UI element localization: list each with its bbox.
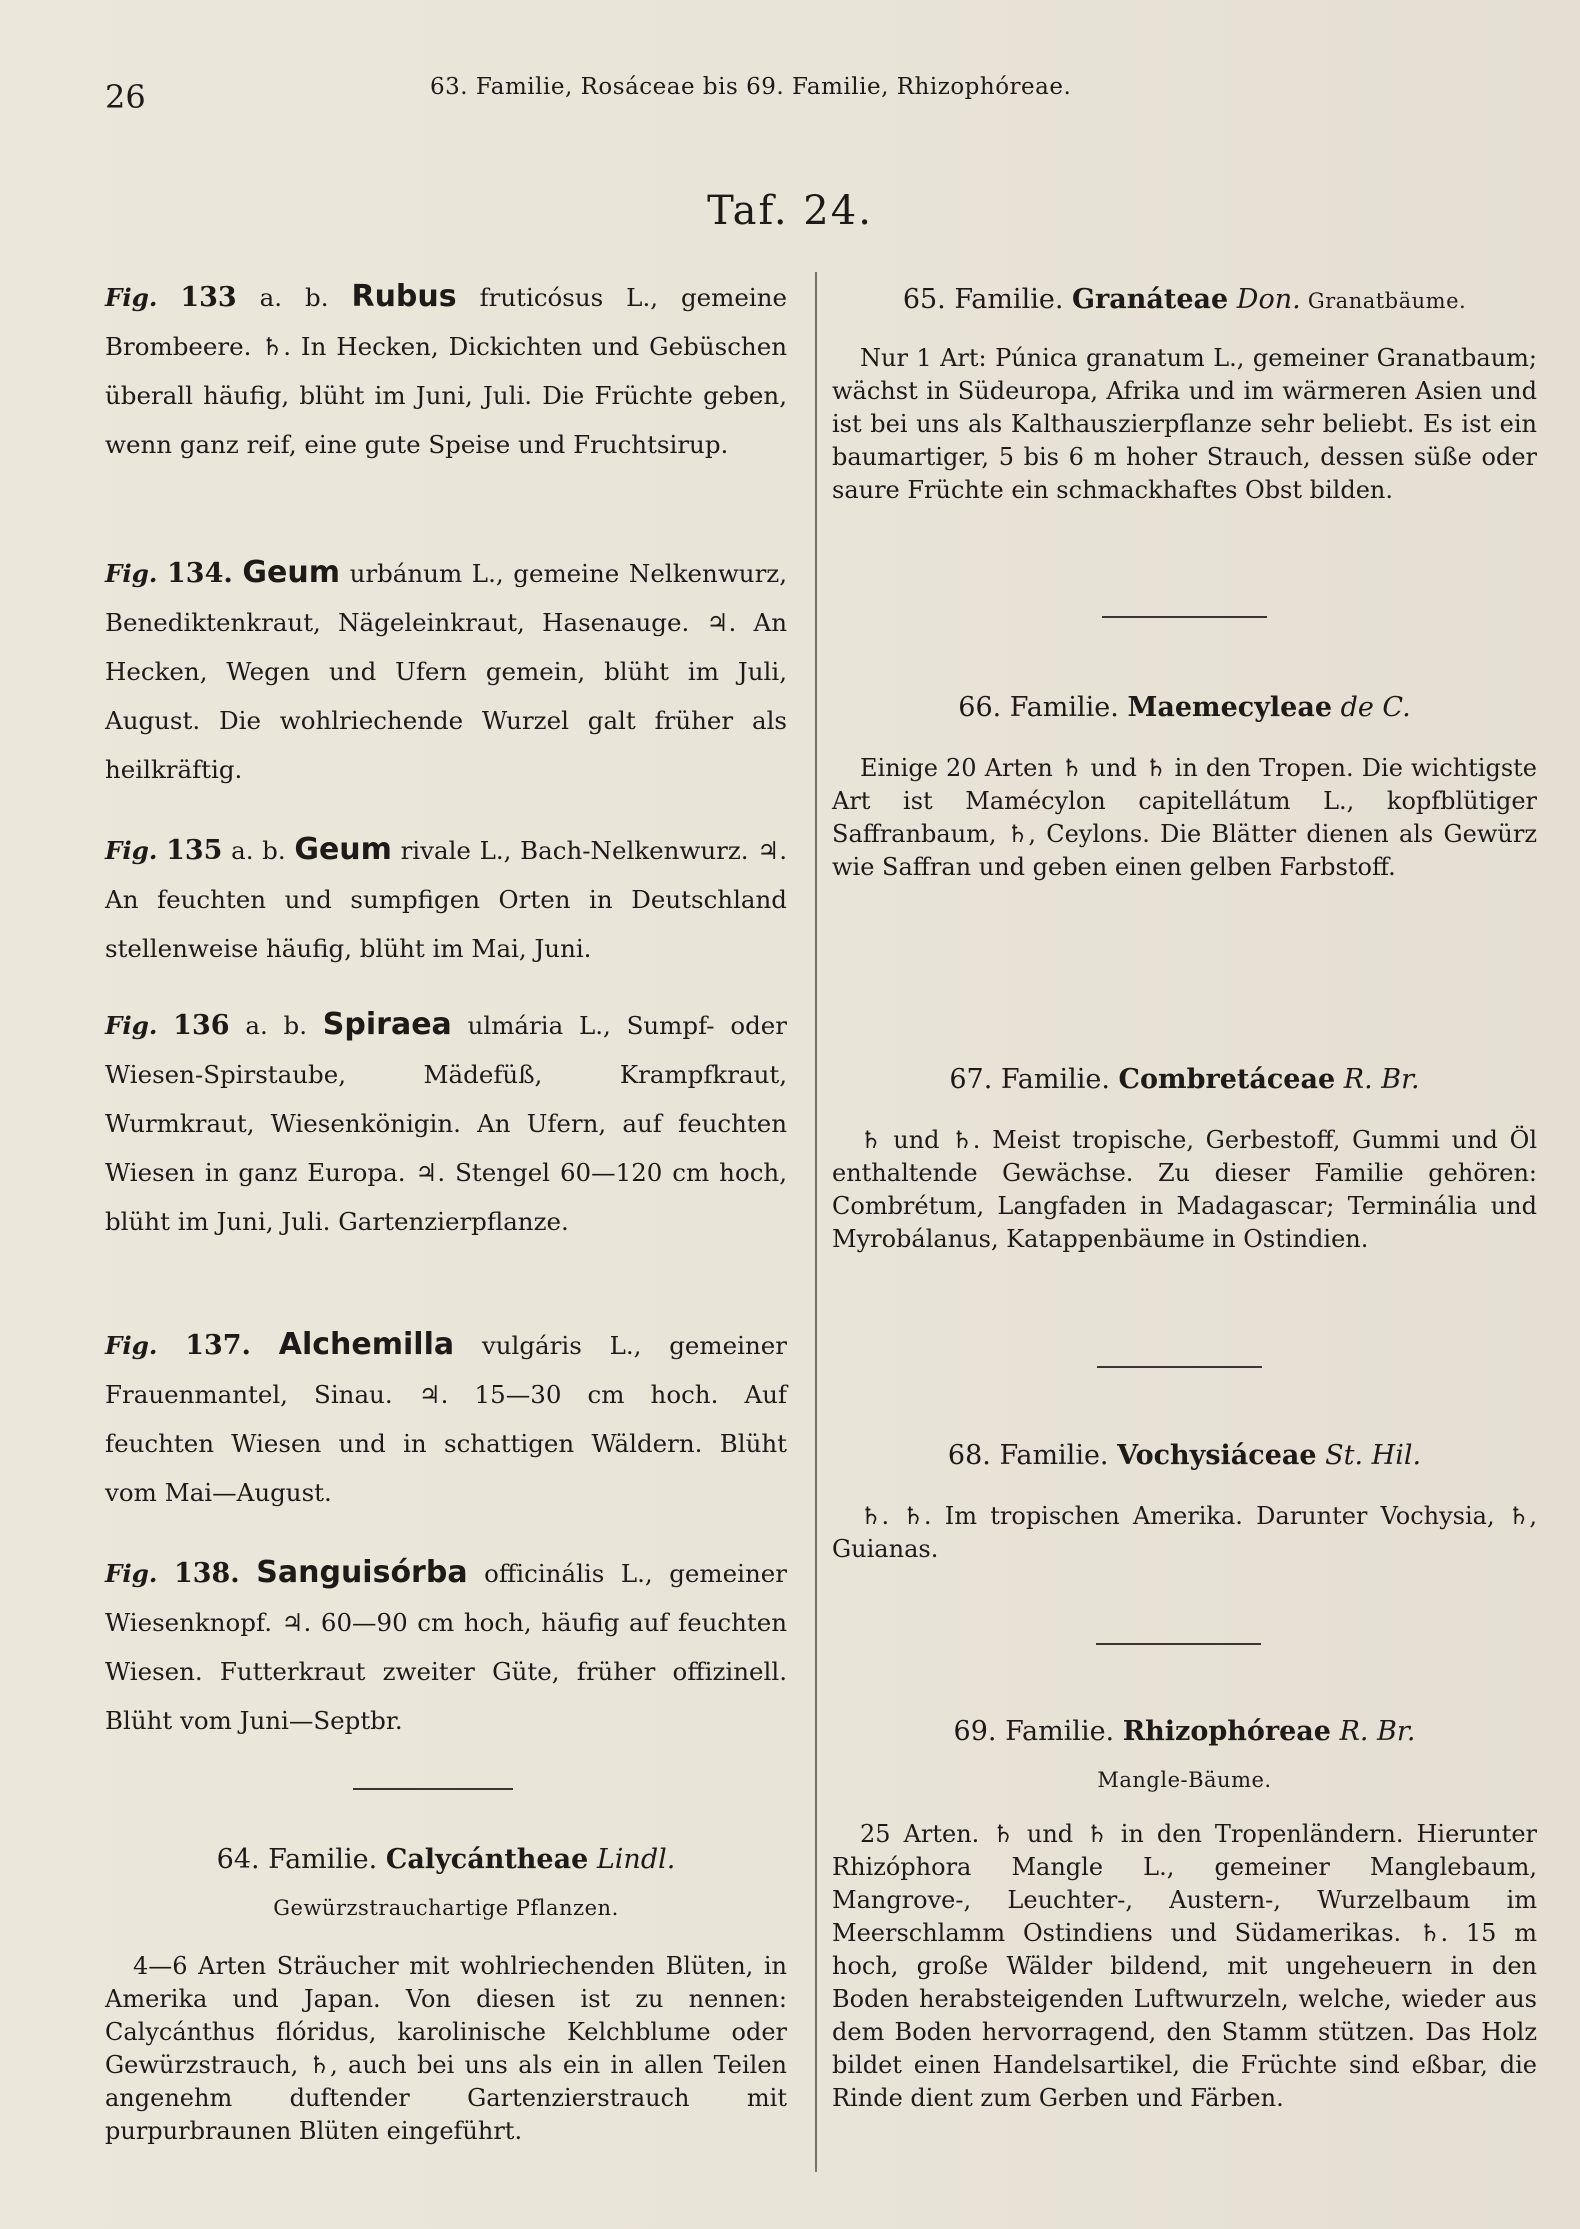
fig-subfigures: a. b. <box>229 1011 323 1040</box>
family-number: 69. Familie. <box>953 1716 1123 1747</box>
family-68-heading <box>832 1436 1537 1476</box>
figure-entry-134 <box>105 548 787 794</box>
fig-subfigures: a. b. <box>222 836 295 865</box>
entry-text: urbánum L., gemeine Nelkenwurz, Benediktenkraut, Nägeleinkraut, Hasenauge. ♃. An Hecken, Wegen und Ufern gemein, blüht im Juli, August. Die wohlriechende Wurzel galt früher als heilkräftig. <box>105 559 787 784</box>
family-67-text: ♄ und ♄. Meist tropische, Gerbestoff, Gummi und Öl enthaltende Gewächse. Zu dieser Familie gehören: Combrétum, Langfaden in Madagascar; Terminália und Myrobálanus, Katappenbäume in Ostindien. <box>832 1126 1537 1253</box>
family-65-text: Nur 1 Art: Púnica granatum L., gemeiner Granatbaum; wächst in Südeuropa, Afrika und im wärmeren Asien und ist bei uns als Kalthauszierpflanze sehr beliebt. Es ist ein baumartiger, 5 bis 6 m hoher Strauch, dessen süße oder saure Früchte ein schmackhaftes Obst bilden. <box>832 344 1537 504</box>
fig-number: 135 <box>166 835 223 866</box>
fig-label: Fig. <box>105 836 158 865</box>
figure-entry-137 <box>105 1320 787 1517</box>
entry-text: ulmária L., Sumpf- oder Wiesen-Spirstaube, Mädefüß, Krampfkraut, Wurmkraut, Wiesenkönigin. An Ufern, auf feuchten Wiesen in ganz Europa. ♃. Stengel 60—120 cm hoch, blüht im Juni, Juli. Gartenzierpflanze. <box>105 1011 788 1236</box>
entry-text: fruticósus L., gemeine Brombeere. ♄. In Hecken, Dickichten und Gebüschen überall häufig, blüht im Juni, Juli. Die Früchte geben, wenn ganz reif, eine gute Speise und Fruchtsirup. <box>105 283 788 459</box>
family-number: 66. Familie. <box>958 692 1128 723</box>
family-67-heading <box>832 1060 1537 1100</box>
entry-text: officinális L., gemeiner Wiesenknopf. ♃. 60—90 cm hoch, häufig auf feuchten Wiesen. Futterkraut zweiter Güte, früher offizinell. Blüht vom Juni—Septbr. <box>105 1559 787 1735</box>
fig-label: Fig. <box>105 283 158 312</box>
family-64-heading <box>105 1840 787 1928</box>
genus-name: Geum <box>294 832 392 867</box>
family-subtitle: Mangle-Bäume. <box>1097 1768 1272 1792</box>
section-rule <box>1102 616 1267 618</box>
family-author: Lindl. <box>588 1844 676 1875</box>
section-rule <box>1096 1643 1261 1645</box>
family-author: R. Br. <box>1335 1064 1420 1095</box>
family-author: de C. <box>1332 692 1411 723</box>
left-column <box>105 0 787 2229</box>
genus-name: Spiraea <box>322 1007 452 1042</box>
fig-label: Fig. <box>105 1331 158 1360</box>
genus-name: Rubus <box>351 279 457 314</box>
fig-label: Fig. <box>105 1559 158 1588</box>
family-name: Granáteae <box>1071 284 1229 315</box>
family-68-text: ♄. ♄. Im tropischen Amerika. Darunter Vochysia, ♄, Guianas. <box>832 1502 1537 1563</box>
entry-text: rivale L., Bach-Nelkenwurz. ♃. An feuchten und sumpfigen Orten in Deutschland stellenweise häufig, blüht im Mai, Juni. <box>105 836 787 963</box>
section-rule <box>1097 1366 1262 1368</box>
plate-title: Taf. 24. <box>707 188 873 234</box>
family-69-text: 25 Arten. ♄ und ♄ in den Tropenländern. Hierunter Rhizóphora Mangle L., gemeiner Manglebaum, Mangrove-, Leuchter-, Austern-, Wurzelbaum im Meerschlamm Ostindiens und Südamerikas. ♄. 15 m hoch, große Wälder bildend, mit ungeheuern in den Boden herabsteigenden Luftwurzeln, welche, wieder aus dem Boden hervorragend, den Stamm stützen. Das Holz bildet einen Handelsartikel, die Früchte sind eßbar, die Rinde dient zum Gerben und Färben. <box>832 1820 1537 2112</box>
family-number: 65. Familie. <box>902 284 1072 315</box>
right-column <box>832 0 1537 2229</box>
running-head: 63. Familie, Rosáceae bis 69. Familie, Rhizophóreae. <box>430 74 1072 100</box>
entry-text: vulgáris L., gemeiner Frauenmantel, Sinau. ♃. 15—30 cm hoch. Auf feuchten Wiesen und in schattigen Wäldern. Blüht vom Mai—August. <box>105 1331 787 1507</box>
family-number: 64. Familie. <box>216 1844 386 1875</box>
family-64-text: 4—6 Arten Sträucher mit wohlriechenden Blüten, in Amerika und Japan. Von diesen ist zu nennen: Calycánthus flóridus, karolinische Kelchblume oder Gewürzstrauch, ♄, auch bei uns als ein in allen Teilen angenehm duftender Gartenzierstrauch mit purpurbraunen Blüten eingeführt. <box>105 1952 787 2145</box>
fig-label: Fig. <box>105 559 158 588</box>
fig-subfigures: a. b. <box>236 283 352 312</box>
family-number: 68. Familie. <box>947 1440 1118 1471</box>
genus-name: Sanguisórba <box>256 1555 468 1590</box>
family-subtitle: Granatbäume. <box>1300 289 1467 313</box>
family-name: Vochysiáceae <box>1117 1440 1317 1471</box>
fig-number: 134. <box>167 558 233 589</box>
fig-label: Fig. <box>105 1011 158 1040</box>
figure-entry-138 <box>105 1548 787 1745</box>
figure-entry-136 <box>105 1000 787 1246</box>
fig-number: 138. <box>173 1558 240 1589</box>
fig-number: 136 <box>173 1010 230 1041</box>
family-65-heading <box>832 280 1537 321</box>
figure-entry-135 <box>105 825 787 973</box>
family-number: 67. Familie. <box>949 1064 1119 1095</box>
page-number: 26 <box>105 78 146 116</box>
family-name: Combretáceae <box>1118 1064 1336 1095</box>
family-66-heading <box>832 688 1537 728</box>
figure-entry-133 <box>105 272 787 469</box>
fig-subfigures <box>240 1559 257 1588</box>
section-rule <box>353 1788 513 1790</box>
fig-subfigures <box>233 559 243 588</box>
family-author: Don. <box>1228 284 1301 315</box>
family-name: Maemecyleae <box>1127 692 1332 723</box>
column-divider <box>815 272 817 2172</box>
fig-number: 137. <box>185 1330 251 1361</box>
family-name: Calycántheae <box>385 1844 589 1875</box>
family-author: St. Hil. <box>1316 1440 1422 1471</box>
fig-number: 133 <box>180 282 237 313</box>
family-66-text: Einige 20 Arten ♄ und ♄ in den Tropen. Die wichtigste Art ist Mamécylon capitellátum L., kopfblütiger Saffranbaum, ♄, Ceylons. Die Blätter dienen als Gewürz wie Saffran und geben einen gelben Farbstoff. <box>832 754 1537 881</box>
family-subtitle: Gewürzstrauchartige Pflanzen. <box>273 1896 619 1920</box>
family-name: Rhizophóreae <box>1122 1716 1331 1747</box>
genus-name: Alchemilla <box>278 1327 455 1362</box>
genus-name: Geum <box>242 555 340 590</box>
family-69-heading <box>832 1712 1537 1800</box>
family-author: R. Br. <box>1330 1716 1416 1747</box>
fig-subfigures <box>251 1331 279 1360</box>
